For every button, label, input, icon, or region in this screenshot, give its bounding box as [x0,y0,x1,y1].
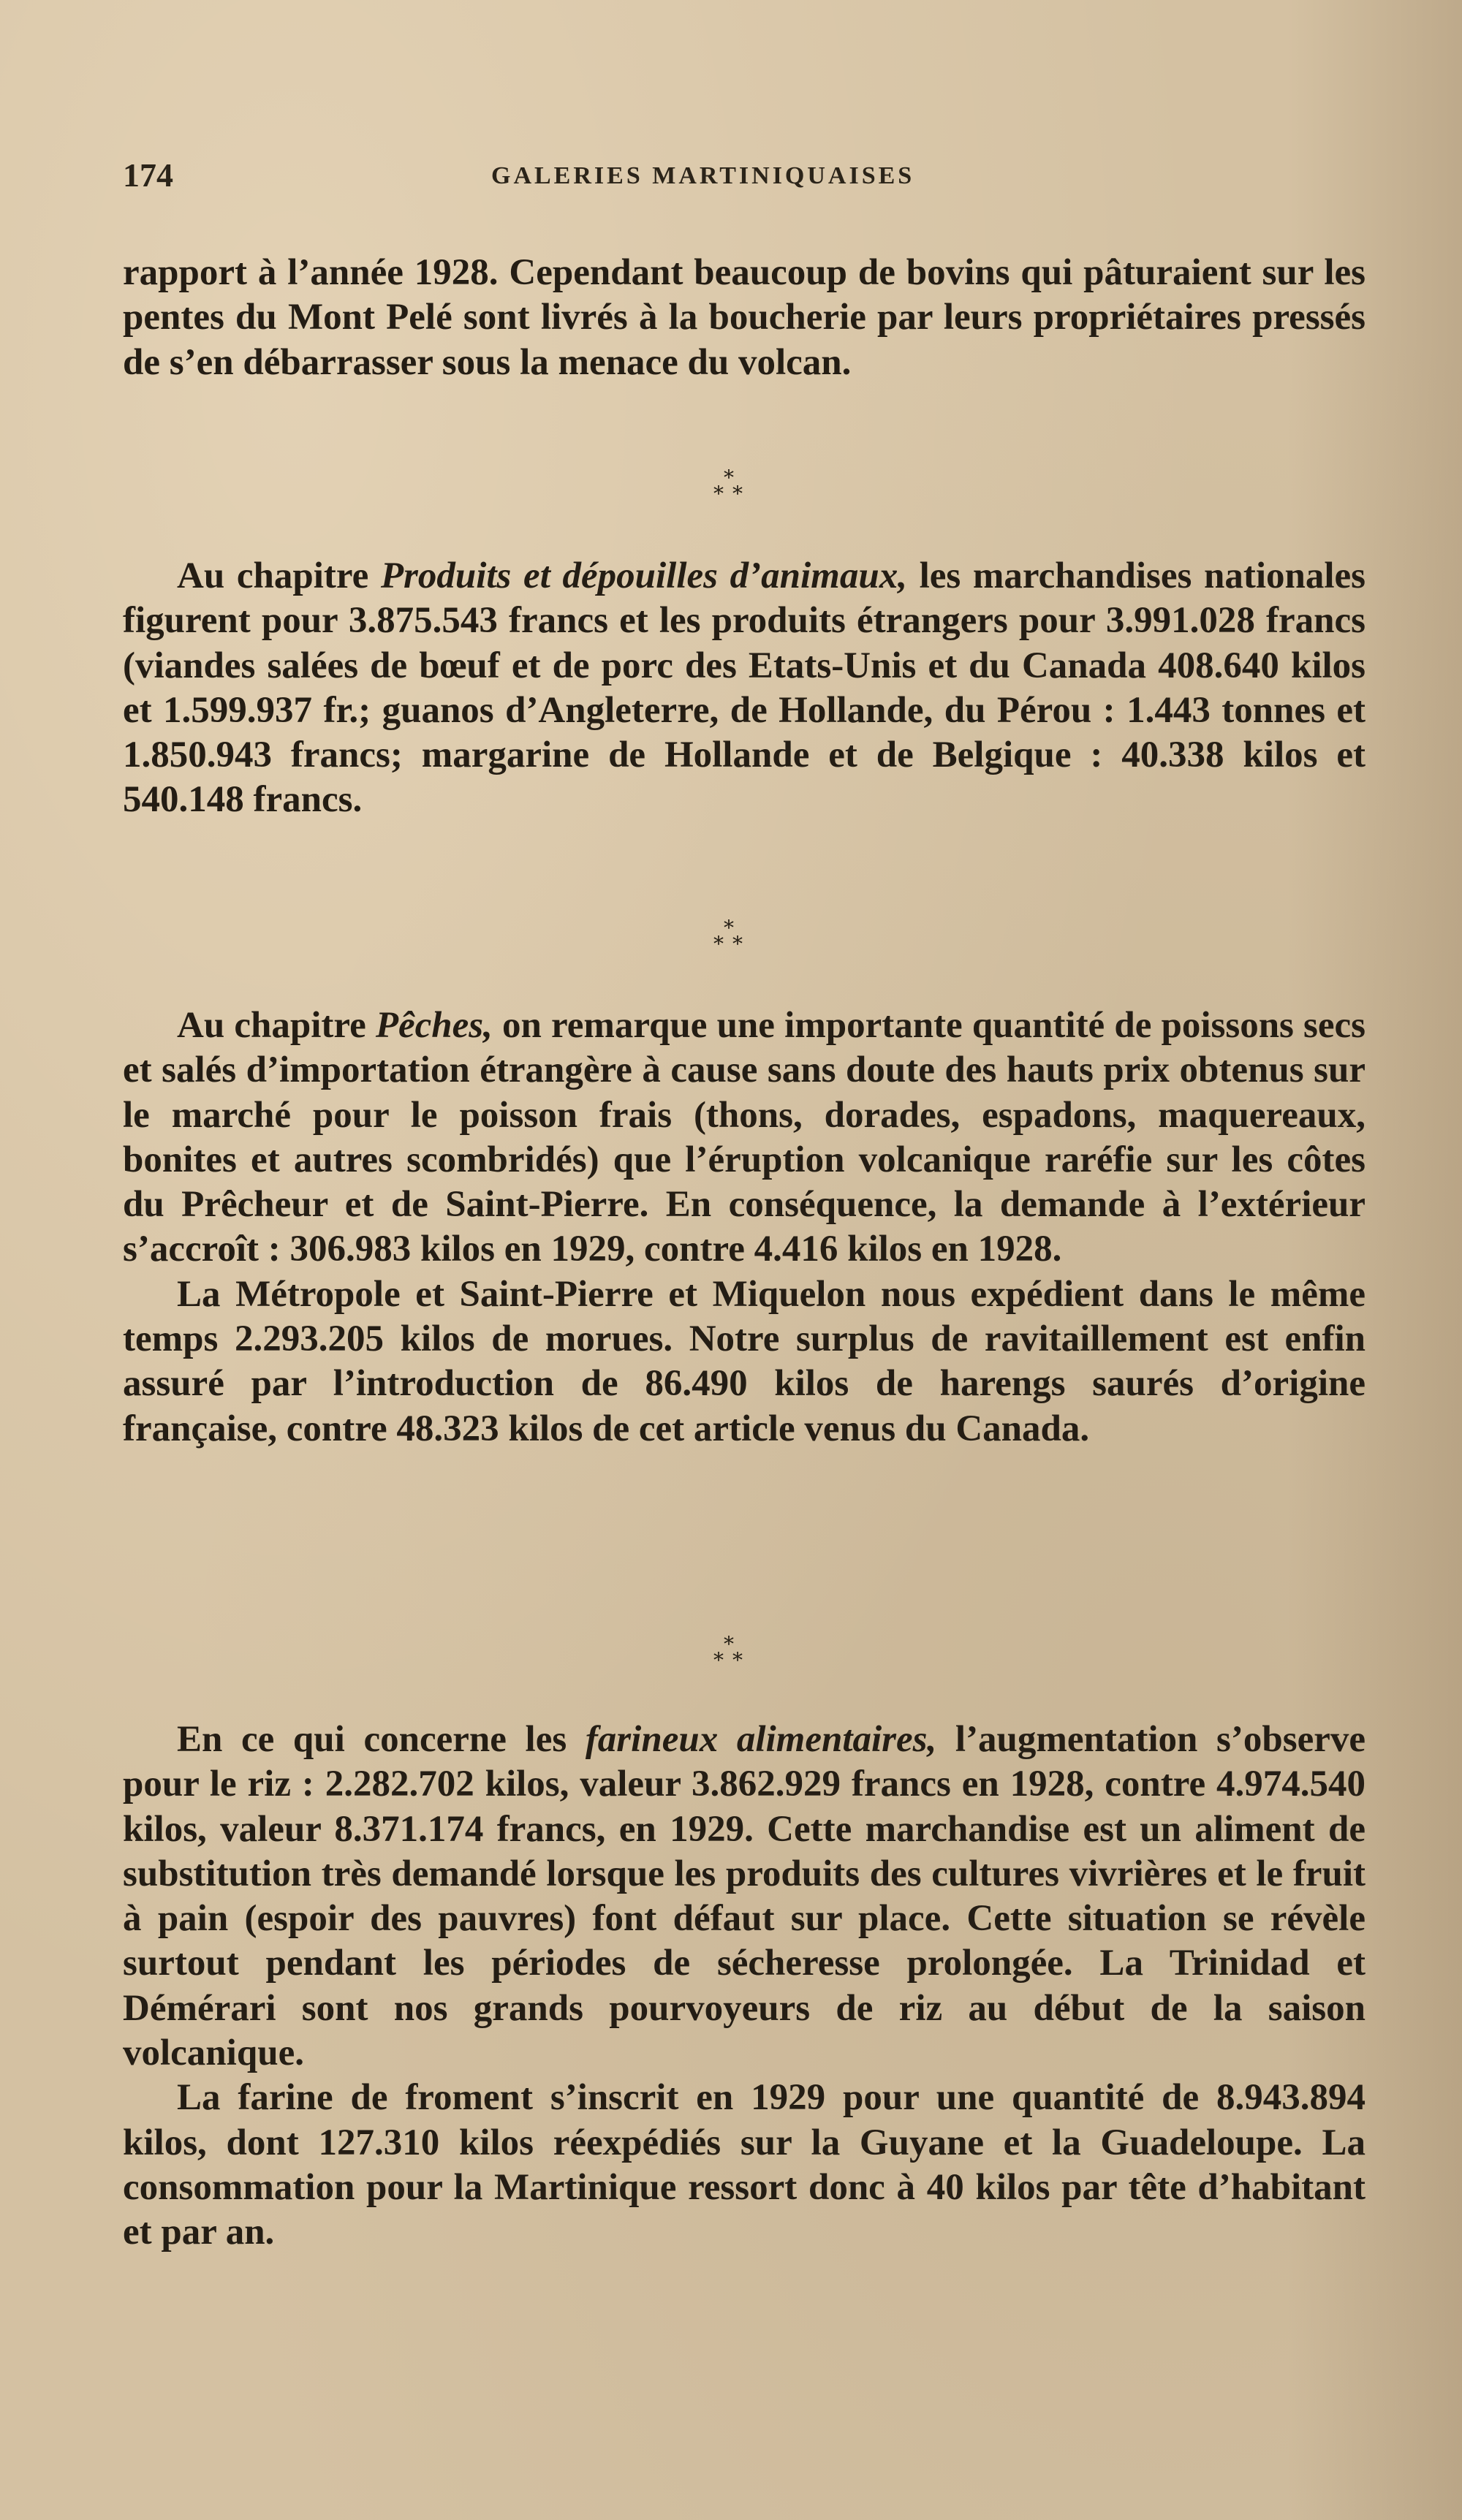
paragraph-block-2 [123,554,1366,823]
paragraph-text: Au chapitre [177,555,381,596]
paragraph-text: on remarque une importante quantité de poissons secs et salés d’importation étrangère à cause sans doute des hauts prix obtenus sur le marché pour le poisson frais (thons, dorades, espadons, maquereaux, bonites et autres scombridés) que l’éruption volcanique raréfie sur les côtes du Prêcheur et de Saint-Pierre. En conséquence, la demande à l’extérieur s’accroît : 306.983 kilos en 1929, contre 4.416 kilos en 1928. [123,1005,1366,1270]
asterism-separator [702,918,760,962]
page-number: 174 [123,156,173,194]
italic-heading: Produits et dépouilles d’animaux, [380,555,907,596]
paragraph: La Métropole et Saint-Pierre et Miquelon nous expédient dans le même temps 2.293.205 kilos de morues. Notre surplus de ravitaillement est enfin assuré par l’introduction de 86.490 kilos de harengs saurés d’origine française, contre 48.323 kilos de cet article venus du Canada. [123,1273,1366,1449]
asterisk-icon: * [732,1648,743,1672]
paragraph-block-4 [123,1718,1366,2255]
paragraph: rapport à l’année 1928. Cependant beaucoup de bovins qui pâturaient sur les pentes du Mont Pelé sont livrés à la boucherie par leurs propriétaires pressés de s’en débarrasser sous la menace du volcan. [123,252,1366,383]
paragraph-text: Au chapitre [177,1005,376,1046]
asterism-separator [702,1634,760,1678]
italic-heading: Pêches, [375,1005,493,1046]
page-header [123,153,1366,197]
asterisk-icon: * [724,916,734,940]
asterisk-icon: * [713,1648,724,1672]
asterisk-icon: * [724,1632,734,1656]
italic-heading: farineux alimentaires, [585,1719,937,1760]
asterisk-icon: * [713,932,724,956]
paragraph-text: l’augmentation s’observe pour le riz : 2.282.702 kilos, valeur 3.862.929 francs en 1928, contre 4.974.540 kilos, valeur 8.371.174 francs, en 1929. Cette marchandise est un aliment de substitution très demandé lorsque les produits des cultures vivrières et le fruit à pain (espoir des pauvres) font défaut sur place. Cette situation se révèle surtout pendant les périodes de sécheresse prolongée. La Trinidad et Démérari sont nos grands pourvoyeurs de riz au début de la saison volcanique. [123,1719,1366,2074]
paragraph-block-3 [123,1003,1366,1451]
running-title: GALERIES MARTINIQUAISES [491,162,915,189]
asterisk-icon: * [713,482,724,506]
asterisk-icon: * [732,482,743,506]
paragraph-block-1 [123,251,1366,385]
paragraph-text: En ce qui concerne les [177,1719,586,1760]
paragraph [123,554,1366,823]
asterisk-icon: * [732,932,743,956]
asterisk-icon: * [724,466,734,490]
paragraph: La farine de froment s’inscrit en 1929 pour une quantité de 8.943.894 kilos, dont 127.310 kilos réexpédiés sur la Guyane et la Guadeloupe. La consommation pour la Martinique ressort donc à 40 kilos par tête d’habitant et par an. [123,2077,1366,2253]
paragraph [123,1003,1366,1272]
asterism-separator [702,468,760,512]
paragraph-text: les marchandises nationales figurent pour 3.875.543 francs et les produits étrangers pour 3.991.028 francs (viandes salées de bœuf et de porc des Etats-Unis et du Canada 408.640 kilos et 1.599.937 fr.; guanos d’Angleterre, de Hollande, du Pérou : 1.443 tonnes et 1.850.943 francs; margarine de Hollande et de Belgique : 40.338 kilos et 540.148 francs. [123,555,1366,821]
paragraph [123,1718,1366,2076]
